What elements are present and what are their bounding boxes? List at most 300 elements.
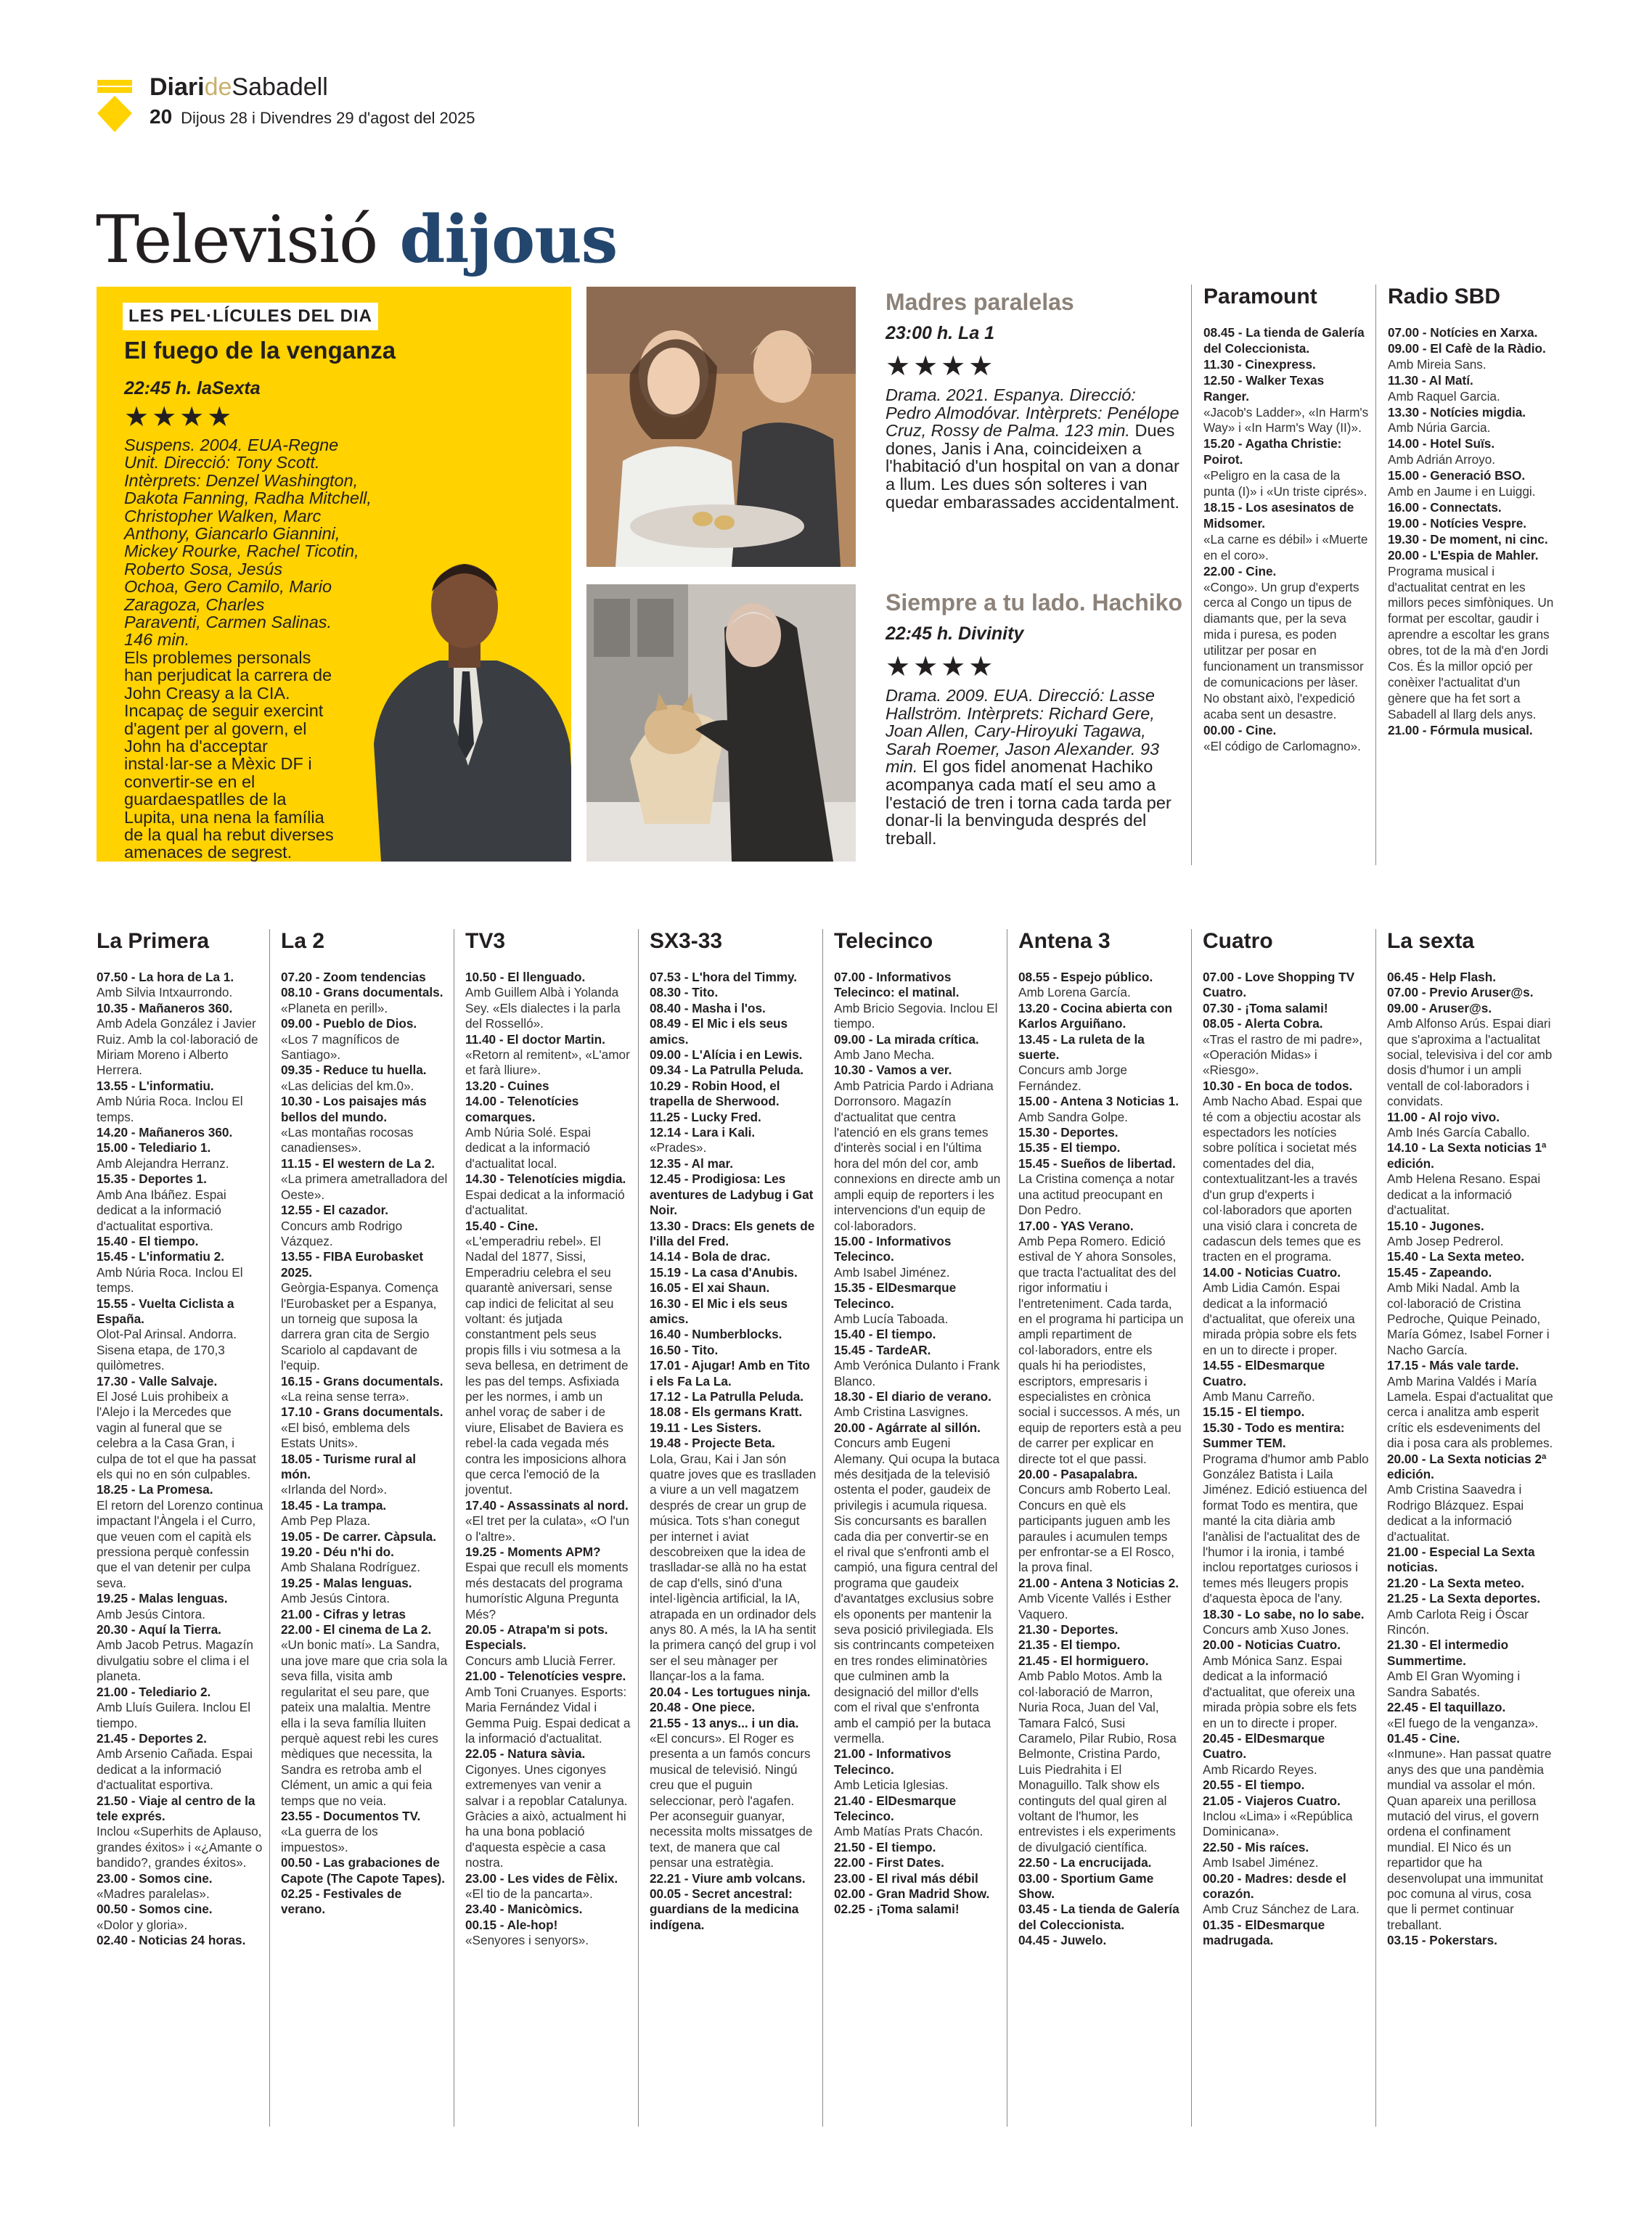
programme-title: 15.55 - Vuelta Ciclista a España.: [97, 1296, 234, 1326]
programme-title: 21.00 - Informativos Telecinco.: [834, 1746, 952, 1777]
programme-notes: Geòrgia-Espanya. Comença l'Eurobasket per a Espanya, un torneig que suposa la darrera gran cita de Sergio Scariolo al capdavant de l'equip.: [281, 1280, 438, 1373]
programme-entry: [650, 1358, 817, 1389]
programme-entry: [465, 1669, 632, 1746]
programme-notes: «Prades».: [650, 1140, 707, 1156]
programme-title: 06.45 - Help Flash.: [1387, 970, 1496, 984]
programme-title: 13.30 - Notícies migdia.: [1388, 404, 1526, 420]
programme-notes: Espai que recull els moments més destacats del programa humorístic Alguna Pregunta Més?: [465, 1560, 629, 1621]
programme-title: 15.40 - El tiempo.: [834, 1327, 936, 1342]
programme-entry: [650, 1716, 817, 1871]
programme-title: 07.30 - ¡Toma salami!: [1203, 1000, 1328, 1015]
programme-title: 18.45 - La trampa.: [281, 1497, 387, 1513]
programme-notes: Amb Guillem Albà i Yolanda Sey. «Els dialectes i la parla del Rosselló».: [465, 985, 621, 1031]
programme-title: 08.05 - Alerta Cobra.: [1203, 1016, 1323, 1031]
programme-entry: [1387, 1001, 1555, 1110]
programme-title: 15.45 - TardeAR.: [834, 1342, 931, 1357]
programme-entry: [281, 1529, 448, 1545]
programme-entry: [1388, 325, 1556, 341]
programme-title: 15.00 - Antena 3 Noticias 1.: [1018, 1094, 1179, 1109]
programme-notes: «Madres paralelas».: [97, 1886, 210, 1901]
programme-title: 15.30 - Deportes.: [1018, 1125, 1119, 1140]
programme-entry: [281, 1374, 448, 1405]
programme-entry: [1203, 1001, 1370, 1016]
programme-entry: [1387, 970, 1555, 985]
programme-title: 15.19 - La casa d'Anubis.: [650, 1264, 798, 1280]
programme-notes: «El bisó, emblema dels Estats Units».: [281, 1420, 410, 1451]
programme-notes: Concurs amb Llucià Ferrer.: [465, 1653, 616, 1668]
programme-notes: Amb Adela González i Javier Ruiz. Amb la col·laboració de Miriam Moreno i Alberto Herrera.: [97, 1016, 258, 1078]
programme-entry: [97, 1171, 263, 1234]
programme-notes: Amb Josep Pedrerol.: [1387, 1233, 1504, 1248]
channel-name: Radio SBD: [1388, 285, 1501, 308]
programme-entry: [281, 1498, 448, 1529]
programme-title: 07.00 - Previo Aruser@s.: [1387, 985, 1534, 1000]
programme-entry: [97, 1731, 263, 1794]
programme-title: 19.25 - Malas lenguas.: [97, 1591, 228, 1606]
featured-film-credits: Suspens. 2004. EUA-Regne Unit. Direcció: Tony Scott. Intèrprets: Denzel Washington, Dakota Fanning, Radha Mitchell, Christopher Walken, Marc Anthony, Giancarlo Giannini, Mickey Rourke, Rachel Ticotin, Roberto Sosa, Jesús Ochoa, Gero Camilo, Mario Zaragoza, Charles Paraventi, Carmen Salinas. 146 min.: [124, 435, 372, 650]
programme-entry: [834, 1794, 1001, 1840]
programme-title: 21.40 - ElDesmarque Telecinco.: [834, 1793, 957, 1823]
programme-title: 14.30 - Telenotícies migdia.: [465, 1171, 626, 1187]
programme-title: 07.53 - L'hora del Timmy.: [650, 970, 798, 984]
programme-entry: [834, 1840, 1001, 1855]
programme-entry: [650, 985, 817, 1000]
programme-entry: [1388, 373, 1556, 405]
programme-entry: [1018, 1902, 1185, 1933]
programme-title: 12.35 - Al mar.: [650, 1156, 733, 1171]
programme-notes: Amb Manu Carreño.: [1203, 1388, 1315, 1404]
programme-entry: [650, 1171, 817, 1218]
programme-notes: «Planeta en perill».: [281, 1000, 388, 1015]
programme-notes: Amb Vicente Vallés i Esther Vaquero.: [1018, 1591, 1171, 1621]
channel-name: Telecinco: [834, 929, 933, 953]
programme-notes: Amb Pep Plaza.: [281, 1513, 371, 1529]
programme-title: 22.50 - La encrucijada.: [1018, 1855, 1152, 1870]
programme-entry: [834, 1343, 1001, 1389]
programme-title: 12.14 - Lara i Kali.: [650, 1125, 756, 1140]
column-divider: [1191, 929, 1192, 2127]
programme-entry: [1203, 1420, 1370, 1607]
programme-entry: [1203, 723, 1370, 755]
programme-title: 20.05 - Atrapa'm si pots. Especials.: [465, 1622, 608, 1653]
programme-entry: [1018, 1219, 1185, 1468]
programme-notes: El retorn del Lorenzo continua impactant l'Àngela i el Curro, que veuen com el capità els pressiona perquè confessin que el van detenir per culpa seva.: [97, 1497, 263, 1590]
programme-notes: «L'emperadriu rebel». El Nadal del 1877, Sissi, Emperadriu celebra el seu quarantè aniversari, sense cap indici de felicitat al seu voltant: és jutjada constantment pels seus propis fills i viu sotmesa a la seva bellesa, en detriment de les pas del temps. Asfixiada per les normes, i amb un anhel voraç de saber i de viure, Elisabet de Baviera es rebel·la cada vegada més contra les imposicions alhora que cerca l'emoció de la joventut.: [465, 1233, 629, 1497]
programme-title: 14.14 - Bola de drac.: [650, 1249, 771, 1264]
programme-entry: [281, 1452, 448, 1498]
programme-title: 18.25 - La Promesa.: [97, 1482, 213, 1497]
programme-entry: [97, 1622, 263, 1685]
channel-name: Cuatro: [1203, 929, 1273, 953]
programme-entry: [650, 1249, 817, 1264]
programme-notes: La Cristina comença a notar una actitud preocupant en Don Pedro.: [1018, 1171, 1174, 1218]
programme-notes: Amb Arsenio Cañada. Espai dedicat a la informació d'actualitat esportiva.: [97, 1746, 253, 1793]
programme-notes: Amb Verónica Dulanto i Frank Blanco.: [834, 1358, 1000, 1388]
programme-notes: Amb Ana Ibáñez. Espai dedicat a la informació d'actualitat esportiva.: [97, 1187, 226, 1233]
channel-listing: [1203, 325, 1370, 754]
programme-entry: [1387, 1265, 1555, 1358]
channel-listing: [1387, 970, 1555, 1949]
programme-title: 15.40 - El tiempo.: [97, 1233, 199, 1248]
programme-title: 21.30 - El intermedio Summertime.: [1387, 1637, 1509, 1668]
channel-sx3-33: [650, 928, 817, 1933]
programme-title: 21.05 - Viajeros Cuatro.: [1203, 1793, 1341, 1808]
programme-title: 19.00 - Notícies Vespre.: [1388, 515, 1527, 531]
programme-entry: [1387, 1591, 1555, 1637]
programme-notes: Concurs amb Jorge Fernández.: [1018, 1063, 1127, 1093]
programme-notes: «Un bonic matí». La Sandra, una jove mare que cria sola la seva filla, visita amb regularitat el seu pare, que pateix una malaltia. Mentre ella i la seva família lluiten perquè aquest rebi les cures mèdiques que necessita, la Sandra es retroba amb el Clément, un amic a qui feia temps que no veia.: [281, 1637, 448, 1808]
programme-title: 10.29 - Robin Hood, el trapella de Sherwood.: [650, 1078, 780, 1109]
programme-entry: [465, 1171, 632, 1218]
programme-title: 14.55 - ElDesmarque Cuatro.: [1203, 1358, 1325, 1388]
programme-entry: [281, 1855, 448, 1886]
programme-entry: [1388, 723, 1556, 739]
programme-title: 02.25 - Festivales de verano.: [281, 1886, 402, 1917]
programme-notes: «Tras el rastro de mi padre», «Operación Midas» i «Riesgo».: [1203, 1031, 1363, 1078]
programme-entry: [465, 1902, 632, 1917]
hachiko-still-image: [586, 584, 856, 862]
programme-entry: [97, 1374, 263, 1483]
programme-notes: «Los 7 magníficos de Santiago».: [281, 1031, 400, 1063]
programme-notes: Amb Pablo Motos. Amb la col·laboració de Marron, Nuria Roca, Juan del Val, Tamara Falcó, Susi Caramelo, Pilar Rubio, Rosa Belmonte, Cristina Pardo, Luis Piedrahita i El Monaguillo. Talk show els continguts del qual giren al voltant de l'humor, les entrevistes i els experiments de divulgació científica.: [1018, 1669, 1177, 1854]
programme-entry: [465, 970, 632, 1032]
programme-notes: Concurs amb Rodrigo Vázquez.: [281, 1218, 403, 1248]
featured-film-slot: 22:45 h. laSexta: [124, 378, 261, 398]
programme-title: 23.00 - Les vides de Fèlix.: [465, 1870, 618, 1886]
programme-title: 14.00 - Noticias Cuatro.: [1203, 1264, 1341, 1280]
programme-title: 11.40 - El doctor Martin.: [465, 1031, 605, 1047]
programme-title: 10.30 - Vamos a ver.: [834, 1063, 952, 1078]
programme-notes: «Inmune». Han passat quatre anys des que una pandèmia mundial va assolar el món. Quan apareix una perillosa mutació del virus, el govern ordena el confinament mundial. El Nico és un repartidor que ha desenvolupat una immunitat poc comuna al virus, cosa que li permet continuar treballant.: [1387, 1746, 1552, 1932]
programme-entry: [1387, 1731, 1555, 1933]
programme-title: 10.50 - El llenguado.: [465, 970, 586, 984]
programme-notes: Concurs amb Eugeni Alemany. Qui ocupa la butaca més desitjada de la televisió ostenta el poder, gaudeix de privilegis i acumula riquesa. Sis concursants es barallen cada dia per convertir-se en el rival que s'enfronti amb el campió, una figura central del programa que gaudeix d'avantatges exclusius sobre els oponents per mantenir la seva posició privilegiada. Els sis contrincants competeixen en tres rondes eliminatòries que culminen amb la designació del millor d'ells com el rival que s'enfronta amb el campió per la butaca vermella.: [834, 1436, 1000, 1746]
programme-title: 20.00 - Agárrate al sillón.: [834, 1420, 981, 1435]
programme-entry: [97, 1079, 263, 1125]
programme-notes: Amb Inés García Caballo.: [1387, 1125, 1530, 1140]
programme-title: 18.15 - Los asesinatos de Midsomer.: [1203, 499, 1354, 531]
programme-entry: [1388, 436, 1556, 468]
programme-entry: [650, 1685, 817, 1700]
programme-title: 07.20 - Zoom tendencias: [281, 970, 426, 984]
programme-title: 18.05 - Turisme rural al món.: [281, 1451, 416, 1481]
programme-notes: Inclou «Superhits de Aplauso, grandes éxitos» i «¿Amante o bandido?, grandes éxitos».: [97, 1824, 263, 1870]
film-slot: 23:00 h. La 1: [886, 323, 995, 343]
programme-title: 19.30 - De moment, ni cinc.: [1388, 531, 1548, 547]
film-madres-paralelas: [886, 287, 1179, 511]
programme-title: 08.10 - Grans documentals.: [281, 985, 443, 1000]
programme-title: 08.40 - Masha i l'os.: [650, 1000, 766, 1015]
programme-title: 00.20 - Madres: desde el corazón.: [1203, 1870, 1346, 1901]
programme-entry: [1018, 1094, 1185, 1125]
programme-notes: «El tret per la culata», «O l'un o l'altre».: [465, 1513, 629, 1544]
programme-title: 17.40 - Assassinats al nord.: [465, 1497, 629, 1513]
programme-title: 11.00 - Al rojo vivo.: [1387, 1109, 1500, 1124]
programme-entry: [650, 1063, 817, 1078]
programme-entry: [281, 1016, 448, 1063]
programme-title: 23.00 - Somos cine.: [97, 1870, 213, 1886]
programme-entry: [1203, 1778, 1370, 1793]
programme-title: 09.00 - Aruser@s.: [1387, 1000, 1492, 1015]
masthead: [87, 73, 595, 138]
column-divider: [1191, 285, 1192, 865]
rating-stars: ★★★★: [886, 351, 997, 382]
programme-notes: Amb Ricardo Reyes.: [1203, 1762, 1317, 1777]
brand-name: DiarideSabadell: [150, 73, 328, 101]
programme-title: 17.00 - YAS Verano.: [1018, 1218, 1134, 1233]
programme-entry: [834, 1063, 1001, 1233]
programme-title: 22.50 - Mis raíces.: [1203, 1839, 1309, 1854]
channel-listing: [97, 970, 263, 1949]
programme-entry: [97, 1933, 263, 1948]
programme-title: 21.00 - Telediario 2.: [97, 1684, 211, 1699]
programme-title: 21.55 - 13 anys... i un dia.: [650, 1715, 799, 1730]
programme-entry: [281, 1249, 448, 1373]
programme-entry: [97, 1234, 263, 1249]
channel-listing: [1203, 970, 1370, 1949]
section-label: LES PEL·LÍCULES DEL DIA: [123, 303, 378, 330]
programme-entry: [1203, 1637, 1370, 1730]
programme-title: 23.55 - Documentos TV.: [281, 1808, 421, 1823]
programme-notes: Amb Bricio Segovia. Inclou El tiempo.: [834, 1000, 998, 1031]
programme-entry: [650, 1436, 817, 1685]
programme-title: 10.35 - Mañaneros 360.: [97, 1000, 233, 1015]
programme-entry: [834, 1420, 1001, 1747]
programme-notes: Amb Lidia Camón. Espai dedicat a la informació d'actualitat, que ofereix una mirada pròpia sobre els fets en un to directe i proper.: [1203, 1280, 1357, 1357]
channel-listing: [650, 970, 817, 1933]
programme-notes: Amb Lucía Taboada.: [834, 1311, 949, 1326]
programme-entry: [97, 1871, 263, 1902]
column-divider: [638, 929, 639, 2127]
programme-notes: «Senyores i senyors».: [465, 1933, 589, 1948]
programme-title: 11.15 - El western de La 2.: [281, 1156, 436, 1171]
programme-title: 08.45 - La tienda de Galería del Coleccionista.: [1203, 325, 1365, 356]
programme-title: 00.50 - Somos cine.: [97, 1902, 213, 1917]
programme-title: 20.55 - El tiempo.: [1203, 1778, 1305, 1793]
programme-entry: [1018, 970, 1185, 1001]
channel-tv3: [465, 928, 632, 1949]
programme-title: 14.00 - Hotel Suïs.: [1388, 436, 1495, 451]
featured-film-synopsis: Els problemes personals han perjudicat la carrera de John Creasy a la CIA. Incapaç de seguir exercint d'agent per al govern, el John ha d'acceptar instal·lar-se a Mèxic DF i convertir-se en el guardaespatlles de la Lupita, una nena la família de la qual ha rebut diverses amenaces de segrest.: [124, 647, 334, 862]
programme-entry: [1203, 1016, 1370, 1079]
programme-title: 11.30 - Al Matí.: [1388, 372, 1473, 388]
programme-title: 19.25 - Moments APM?: [465, 1545, 601, 1560]
programme-notes: «El código de Carlomagno».: [1203, 738, 1361, 753]
channel-la-sexta: [1387, 928, 1555, 1949]
programme-entry: [650, 1327, 817, 1342]
programme-entry: [281, 1063, 448, 1094]
programme-notes: Cigonyes. Unes cigonyes extremenyes van venir a salvar i a repoblar Catalunya. Gràcies a això, actualment hi ha una bona població d'aquesta espècie a casa nostra.: [465, 1762, 628, 1870]
programme-entry: [465, 1079, 632, 1094]
film-title: Madres paralelas: [886, 289, 1074, 315]
programme-title: 20.00 - Noticias Cuatro.: [1203, 1637, 1341, 1653]
programme-entry: [834, 1032, 1001, 1063]
programme-entry: [281, 1607, 448, 1622]
programme-title: 07.00 - Love Shopping TV Cuatro.: [1203, 970, 1355, 1000]
programme-entry: [1387, 1452, 1555, 1545]
programme-title: 13.45 - La ruleta de la suerte.: [1018, 1031, 1145, 1063]
programme-entry: [1387, 1219, 1555, 1250]
programme-title: 02.25 - ¡Toma salami!: [834, 1902, 960, 1917]
programme-title: 22.00 - El cinema de La 2.: [281, 1622, 432, 1637]
channel-name: Paramount: [1203, 285, 1317, 308]
programme-notes: Amb Nacho Abad. Espai que té com a objectiu acostar als espectadors les notícies sobre política i societat més comentades del dia, contextualitzant-les a través d'un grup d'experts i col·laboradors que aporten una visió clara i concreta de cadascun dels temes que es tracten en el programa.: [1203, 1094, 1362, 1264]
programme-title: 16.05 - El xai Shaun.: [650, 1280, 770, 1296]
programme-title: 21.00 - Antena 3 Noticias 2.: [1018, 1575, 1179, 1590]
programme-entry: [650, 1886, 817, 1933]
programme-notes: Amb Cruz Sánchez de Lara.: [1203, 1902, 1359, 1917]
programme-title: 09.34 - La Patrulla Peluda.: [650, 1063, 804, 1078]
programme-title: 00.15 - Ale-hop!: [465, 1917, 558, 1932]
programme-title: 16.40 - Numberblocks.: [650, 1327, 782, 1342]
programme-notes: Amb Pepa Romero. Edició estival de Y ahora Sonsoles, que tracta l'actualitat des del rigor informatiu i l'entreteniment. Cada tarda, en el programa hi participa un ampli repartiment de col·laboradors, entre els quals hi ha periodistes, escriptors, empresaris i especialistes en crònica social i successos. A més, un equip de reporters està a peu de carrer per explicar en directe tot el que passi.: [1018, 1233, 1184, 1466]
programme-entry: [650, 1265, 817, 1280]
programme-entry: [281, 1886, 448, 1918]
programme-entry: [1387, 1358, 1555, 1451]
column-divider: [1375, 929, 1376, 2127]
programme-entry: [834, 970, 1001, 1032]
programme-notes: «La guerra de los impuestos».: [281, 1824, 378, 1854]
programme-title: 21.00 - Especial La Sexta noticias.: [1387, 1545, 1535, 1575]
featured-film-still: [352, 526, 571, 862]
programme-entry: [834, 1886, 1001, 1902]
dateline: [150, 106, 475, 129]
programme-entry: [465, 1219, 632, 1498]
programme-entry: [1387, 1110, 1555, 1141]
programme-entry: [650, 1404, 817, 1420]
programme-entry: [834, 1280, 1001, 1327]
programme-entry: [1203, 325, 1370, 357]
channel-paramount: [1203, 283, 1370, 754]
programme-title: 13.55 - L'informatiu.: [97, 1078, 214, 1093]
programme-title: 15.00 - Generació BSO.: [1388, 468, 1526, 483]
programme-entry: [281, 970, 448, 985]
programme-notes: «Las montañas rocosas canadienses».: [281, 1125, 414, 1156]
programme-entry: [650, 1700, 817, 1715]
programme-notes: Amb El Gran Wyoming i Sandra Sabatés.: [1387, 1669, 1521, 1699]
madres-still-image: [586, 287, 856, 567]
programme-notes: Amb Núria Roca. Inclou El temps.: [97, 1094, 243, 1124]
programme-title: 20.00 - L'Espia de Mahler.: [1388, 547, 1539, 563]
programme-entry: [1018, 1933, 1185, 1948]
programme-title: 00.50 - Las grabaciones de Capote (The Capote Tapes).: [281, 1855, 446, 1886]
programme-title: 07.50 - La hora de La 1.: [97, 970, 234, 984]
programme-entry: [650, 1280, 817, 1296]
programme-title: 22.05 - Natura sàvia.: [465, 1746, 586, 1762]
programme-notes: Olot-Pal Arinsal. Andorra. Sisena etapa, de 170,3 quilòmetres.: [97, 1327, 237, 1373]
programme-title: 08.49 - El Mic i els seus amics.: [650, 1016, 788, 1047]
programme-entry: [834, 1855, 1001, 1870]
programme-title: 22.00 - Cine.: [1203, 563, 1277, 578]
programme-notes: «El tio de la pancarta».: [465, 1886, 593, 1901]
programme-entry: [1203, 1794, 1370, 1840]
film-title: Siempre a tu lado. Hachiko: [886, 589, 1182, 615]
programme-title: 20.30 - Aquí la Tierra.: [97, 1622, 221, 1637]
programme-entry: [465, 1622, 632, 1669]
programme-title: 19.20 - Déu n'hi do.: [281, 1545, 394, 1560]
programme-notes: Concurs amb Xuso Jones.: [1203, 1622, 1349, 1637]
programme-notes: Amb Isabel Jiménez.: [834, 1264, 950, 1280]
programme-notes: Amb Toni Cruanyes. Esports: Maria Fernández Vidal i Gemma Puig. Espai dedicat a la informació d'actualitat.: [465, 1684, 631, 1746]
programme-entry: [1387, 1249, 1555, 1264]
programme-entry: [97, 1902, 263, 1933]
programme-notes: Amb Núria Solé. Espai dedicat a la informació d'actualitat local.: [465, 1125, 591, 1171]
programme-entry: [1203, 1918, 1370, 1949]
programme-notes: Amb Cristina Lasvignes.: [834, 1404, 969, 1420]
column-divider: [1375, 285, 1376, 865]
programme-title: 08.55 - Espejo público.: [1018, 970, 1153, 984]
programme-title: 17.10 - Grans documentals.: [281, 1404, 443, 1420]
programme-notes: Amb Sandra Golpe.: [1018, 1109, 1128, 1124]
programme-title: 17.15 - Más vale tarde.: [1387, 1358, 1519, 1373]
programme-entry: [1387, 1545, 1555, 1576]
programme-title: 23.00 - El rival más débil: [834, 1870, 978, 1886]
programme-entry: [97, 1482, 263, 1591]
programme-entry: [1388, 500, 1556, 516]
programme-notes: Amb Adrián Arroyo.: [1388, 452, 1496, 467]
rating-stars: ★★★★: [124, 402, 235, 433]
channel-antena-3: [1018, 928, 1185, 1949]
programme-notes: El José Luis prohibeix a l'Alejo i la Mercedes que vagin al funeral que se celebra a la Casa Gran, i culpa de tot el que ha passat els qui no en són culpables.: [97, 1388, 256, 1481]
programme-entry: [1388, 548, 1556, 723]
programme-title: 20.48 - One piece.: [650, 1700, 756, 1715]
programme-entry: [1018, 1855, 1185, 1870]
programme-notes: Inclou «Lima» i «República Dominicana».: [1203, 1808, 1353, 1839]
column-divider: [822, 929, 823, 2127]
programme-entry: [1203, 1871, 1370, 1918]
programme-notes: Amb Jesús Cintora.: [281, 1591, 390, 1606]
programme-entry: [97, 970, 263, 1001]
programme-title: 18.08 - Els germans Kratt.: [650, 1404, 803, 1420]
channel-name: La 2: [281, 929, 325, 953]
programme-entry: [834, 1389, 1001, 1420]
programme-notes: Amb en Jaume i en Luiggi.: [1388, 484, 1536, 499]
programme-entry: [1018, 1156, 1185, 1219]
programme-title: 00.00 - Cine.: [1203, 722, 1277, 737]
programme-notes: «El concurs». El Roger es presenta a un famós concurs musical de televisió. Ningú creu que el puguin seleccionar, però l'agafen. Per aconseguir guanyar, necessita molts missatges de text, de manera que cal pensar una estratègia.: [650, 1730, 813, 1870]
programme-title: 01.45 - Cine.: [1387, 1730, 1460, 1746]
channel-telecinco: [834, 928, 1001, 1918]
programme-entry: [1018, 1576, 1185, 1622]
programme-entry: [1203, 564, 1370, 723]
programme-notes: Amb Leticia Iglesias.: [834, 1778, 949, 1793]
programme-title: 19.25 - Malas lenguas.: [281, 1575, 412, 1590]
programme-notes: «Retorn al remitent», «L'amor et farà lliure».: [465, 1047, 630, 1078]
film-synopsis: El gos fidel anomenat Hachiko acompanya cada matí el seu amo a l'estació de tren i torna cada tarda per donar-li la benvinguda després del treball.: [886, 757, 1171, 848]
programme-notes: Amb Mónica Sanz. Espai dedicat a la informació d'actualitat, que ofereix una mirada pròpia sobre els fets en un to directe i proper.: [1203, 1653, 1357, 1730]
programme-title: 15.00 - Telediario 1.: [97, 1140, 211, 1156]
film-text: [886, 687, 1179, 847]
programme-entry: [1203, 970, 1370, 1001]
channel-name: TV3: [465, 929, 506, 953]
issue-date: Dijous 28 i Divendres 29 d'agost del 2025: [181, 109, 475, 127]
channel-listing: [1018, 970, 1185, 1949]
programme-entry: [281, 1094, 448, 1156]
programme-entry: [1203, 500, 1370, 564]
programme-notes: Espai dedicat a la informació d'actualitat.: [465, 1187, 625, 1218]
programme-entry: [97, 1140, 263, 1171]
programme-title: 21.30 - Deportes.: [1018, 1622, 1119, 1637]
programme-entry: [1388, 341, 1556, 373]
programme-entry: [1018, 1637, 1185, 1653]
programme-notes: Amb Alejandra Herranz.: [97, 1156, 229, 1171]
programme-entry: [834, 1234, 1001, 1280]
programme-title: 19.48 - Projecte Beta.: [650, 1436, 775, 1451]
programme-notes: Programa musical i d'actualitat centrat en les millors peces simfòniques. Un format per escoltar, gaudir i aprendre a escoltar les grans obres, tot de la mà d'en Jordi Cos. És la millor opció per conèixer l'actualitat d'un gènere que ha fet sort a Sabadell al llarg dels anys.: [1388, 563, 1554, 721]
channel-cuatro: [1203, 928, 1370, 1949]
film-text: [886, 386, 1179, 511]
programme-entry: [1018, 1125, 1185, 1140]
